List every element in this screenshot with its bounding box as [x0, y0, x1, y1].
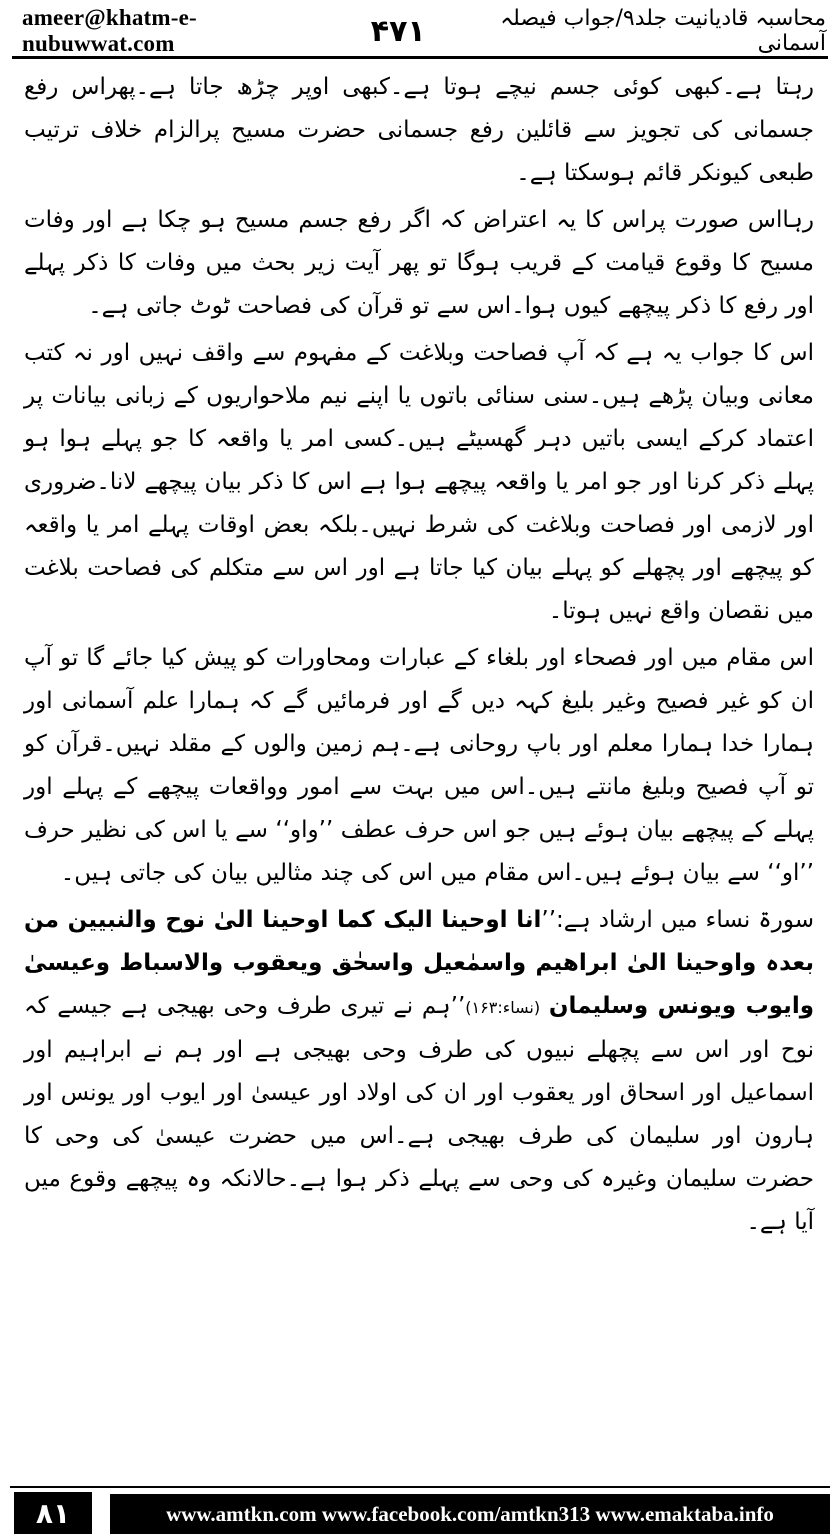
quote-intro: سورۃ نساء میں ارشاد ہے:’’ [541, 907, 815, 933]
paragraph-2: رہااس صورت پراس کا یہ اعتراض کہ اگر رفع جسم مسیح ہو چکا ہے اور وفات مسیح کا وقوع قیامت کے قریب ہوگا تو پھر آیت زیر بحث میں وفات کا ذکر پہلے اور رفع کا ذکر پیچھے کیوں ہوا۔اس سے تو قرآن کی فصاحت ٹوٹ جاتی ہے۔ [24, 207, 814, 319]
quote-reference: (نساء:۱۶۳) [465, 998, 541, 1017]
footer-links[interactable]: www.amtkn.com www.facebook.com/amtkn313 www.emaktaba.info [110, 1494, 830, 1534]
header-page-number: ۴۷۱ [370, 13, 426, 49]
quote-paragraph [24, 899, 814, 1244]
paragraph-4: اس مقام میں اور فصحاء اور بلغاء کے عبارات ومحاورات کو پیش کیا جائے گا تو آپ ان کو غیر فصیح وغیر بلیغ کہہ دیں گے اور فرمائیں گے کہ ہمارا علم آسمانی اور ہمارا خدا ہمارا معلم اور باپ روحانی ہے۔ہم زمین والوں کے مقلد نہیں۔قرآن کو تو آپ فصیح وبلیغ مانتے ہیں۔اس میں بہت سے امور وواقعات پیچھے کے پہلے اور پہلے کے پیچھے بیان ہوئے ہیں جو اس حرف عطف ’’واو‘‘ سے یا اس کی نظیر حرف ’’او‘‘ سے بیان ہوئے ہیں۔اس مقام میں اس کی چند مثالیں بیان کی جاتی ہیں۔ [24, 645, 814, 886]
header-title: محاسبہ قادیانیت جلد۹/جواب فیصلہ آسمانی [500, 6, 826, 56]
paragraph-3: اس کا جواب یہ ہے کہ آپ فصاحت وبلاغت کے مفہوم سے واقف نہیں اور نہ کتب معانی وبیان پڑھے ہیں۔سنی سنائی باتوں یا اپنے نیم ملاحواریوں کے زبانی بیانات پر اعتماد کرکے ایسی باتیں دہر گھسیٹے ہیں۔کسی امر یا واقعہ کا جو پہلے ہوا ہو پہلے ذکر کرنا اور جو امر یا واقعہ پیچھے ہوا ہے اس کا ذکر بیان پیچھے لانا۔ضروری اور لازمی اور فصاحت وبلاغت کی شرط نہیں۔بلکہ بعض اوقات پہلے امر یا واقعہ کو پیچھے اور پچھلے کو پہلے بیان کیا جاتا ہے اور اس سے متکلم کی فصاحت بلاغت میں نقصان واقع نہیں ہوتا۔ [24, 340, 814, 624]
footer-page-number: ۸۱ [14, 1492, 92, 1534]
header-email: ameer@khatm-e-nubuwwat.com [22, 5, 197, 56]
header-divider [12, 56, 828, 59]
quote-arabic: انا اوحینا الیک کما اوحینا الیٰ نوح والنبیین من بعدہ واوحینا الیٰ ابراھیم واسمٰعیل واسحٰق ویعقوب والاسباط وعیسیٰ وایوب ویونس وسلیمان [24, 907, 814, 1019]
page-header [10, 6, 830, 56]
paragraph-1: رہتا ہے۔کبھی کوئی جسم نیچے ہوتا ہے۔کبھی اوپر چڑھ جاتا ہے۔پھراس رفع جسمانی کی تجویز سے قائلین رفع جسمانی حضرت مسیح پرالزام خلاف ترتیب طبعی کیونکر قائم ہوسکتا ہے۔ [24, 74, 814, 186]
quote-translation: ’’ہم نے تیری طرف وحی بھیجی ہے جیسے کہ نوح اور اس سے پچھلے نبیوں کی طرف وحی بھیجی ہے اور ہم نے ابراہیم اور اسماعیل اور اسحاق اور یعقوب اور ان کی اولاد اور عیسیٰ اور ایوب اور یونس اور ہارون اور سلیمان کی طرف بھیجی ہے۔اس میں حضرت عیسیٰ کی وحی کا حضرت سلیمان وغیرہ کی وحی سے پہلے ذکر ہوا ہے۔حالانکہ وہ پیچھے وقوع میں آیا ہے۔ [24, 993, 814, 1235]
page-footer [0, 1482, 840, 1540]
page-body [24, 66, 814, 1466]
footer-divider [10, 1486, 830, 1488]
